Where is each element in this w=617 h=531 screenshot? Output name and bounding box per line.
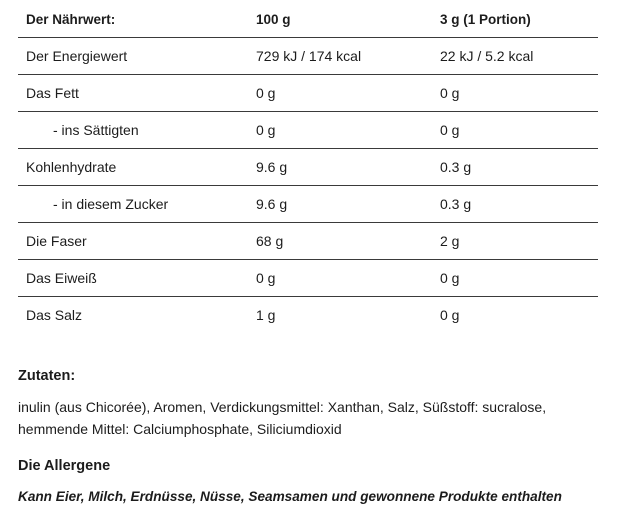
allergens-text: Kann Eier, Milch, Erdnüsse, Nüsse, Seamsamen und gewonnene Produkte enthalten bbox=[18, 489, 562, 504]
header-nutrient: Der Nährwert: bbox=[26, 12, 116, 27]
value-per-portion: 0 g bbox=[440, 270, 460, 286]
value-per-100g: 0 g bbox=[256, 122, 276, 138]
table-row bbox=[18, 75, 598, 112]
table-row bbox=[18, 112, 598, 149]
table-header-row bbox=[18, 2, 598, 38]
table-row bbox=[18, 186, 598, 223]
header-per-portion: 3 g (1 Portion) bbox=[440, 12, 531, 27]
allergens-heading: Die Allergene bbox=[18, 458, 111, 474]
nutrition-table bbox=[18, 2, 598, 333]
value-per-portion: 0 g bbox=[440, 122, 460, 138]
nutrient-name: Das Eiweiß bbox=[26, 270, 97, 286]
value-per-portion: 0 g bbox=[440, 85, 460, 101]
value-per-portion: 0 g bbox=[440, 307, 460, 323]
nutrient-name: Das Salz bbox=[26, 307, 83, 323]
value-per-100g: 0 g bbox=[256, 85, 276, 101]
value-per-100g: 9.6 g bbox=[256, 196, 288, 212]
value-per-portion: 0.3 g bbox=[440, 159, 472, 175]
nutrient-name: Die Faser bbox=[26, 233, 87, 249]
ingredients-heading: Zutaten: bbox=[18, 368, 76, 384]
table-row bbox=[18, 260, 598, 297]
value-per-portion: 0.3 g bbox=[440, 196, 472, 212]
table-row bbox=[18, 149, 598, 186]
ingredients-text: inulin (aus Chicorée), Aromen, Verdickungsmittel: Xanthan, Salz, Süßstoff: sucralose, hemmende Mittel: Calciumphosphate, Siliciumdioxid bbox=[18, 399, 547, 437]
table-row bbox=[18, 223, 598, 260]
nutrient-name: - ins Sättigten bbox=[53, 122, 139, 138]
nutrient-name: Kohlenhydrate bbox=[26, 159, 117, 175]
value-per-100g: 0 g bbox=[256, 270, 276, 286]
nutrient-name: Der Energiewert bbox=[26, 48, 128, 64]
value-per-portion: 2 g bbox=[440, 233, 460, 249]
table-row bbox=[18, 297, 598, 334]
header-per-100g: 100 g bbox=[256, 12, 291, 27]
value-per-100g: 729 kJ / 174 kcal bbox=[256, 48, 362, 64]
value-per-100g: 9.6 g bbox=[256, 159, 288, 175]
value-per-portion: 22 kJ / 5.2 kcal bbox=[440, 48, 534, 64]
table-row bbox=[18, 38, 598, 75]
value-per-100g: 68 g bbox=[256, 233, 284, 249]
value-per-100g: 1 g bbox=[256, 307, 276, 323]
nutrient-name: - in diesem Zucker bbox=[53, 196, 169, 212]
nutrient-name: Das Fett bbox=[26, 85, 79, 101]
